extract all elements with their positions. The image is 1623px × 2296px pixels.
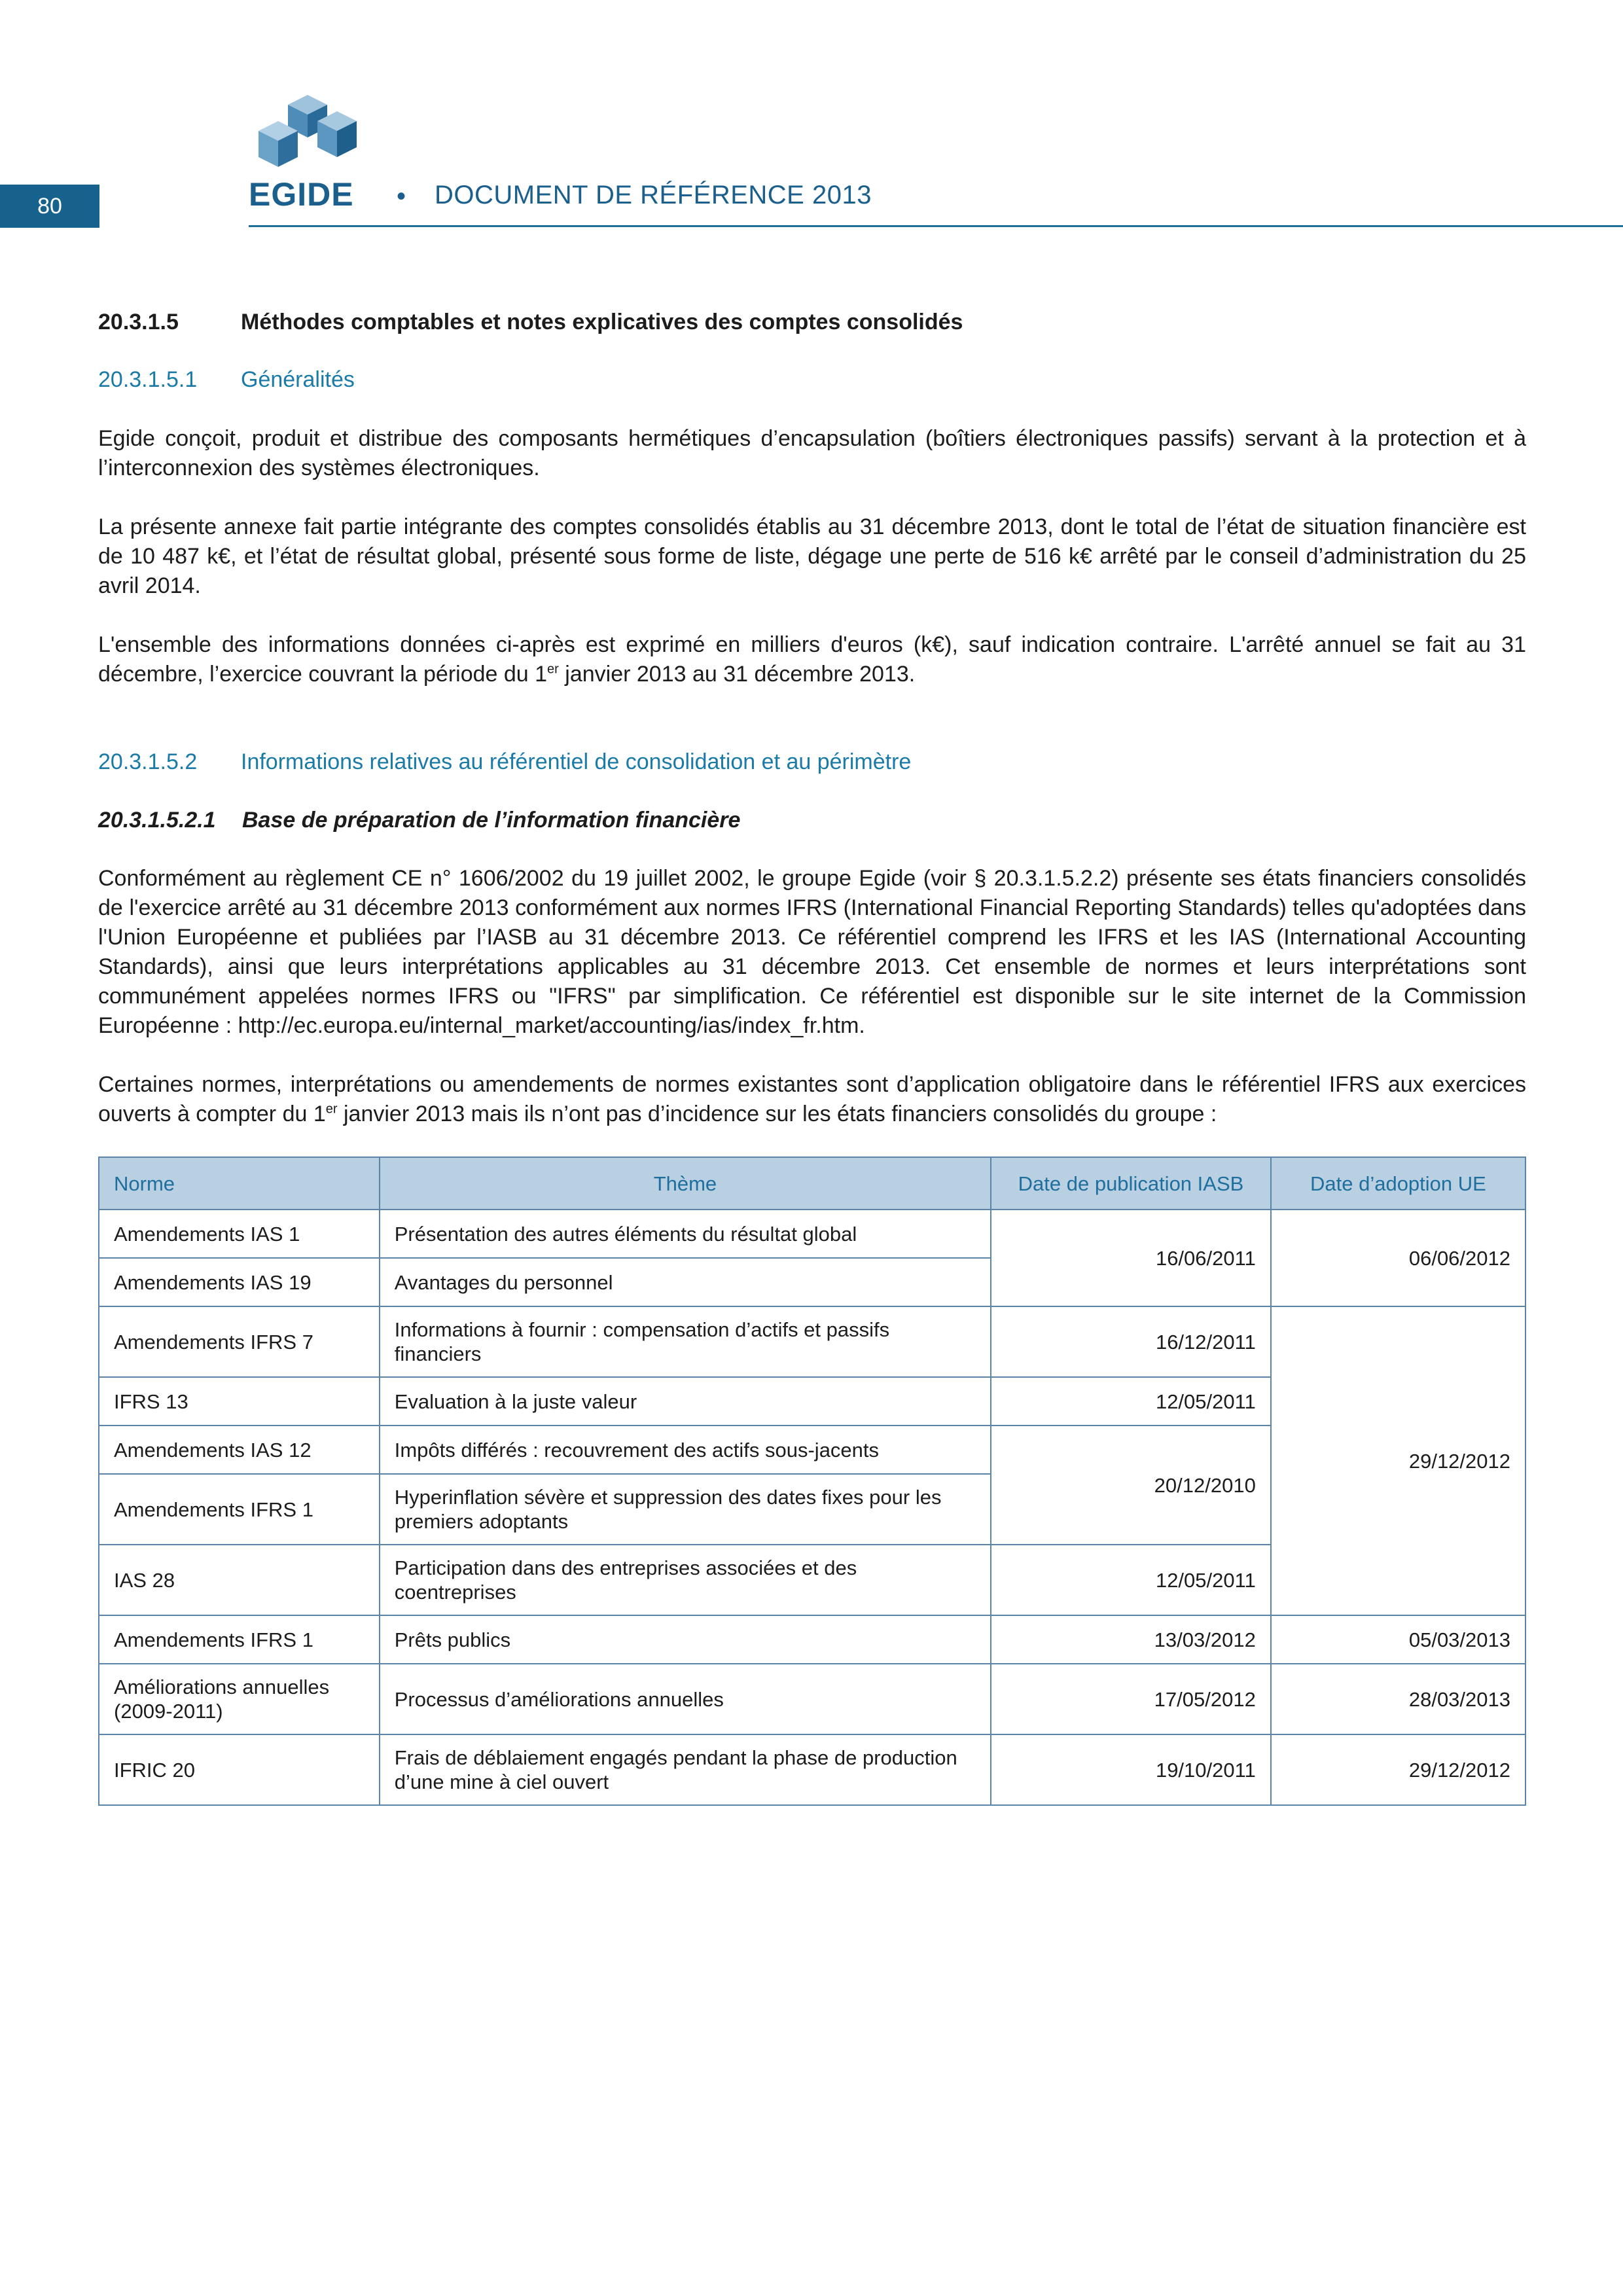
cell-theme: Frais de déblaiement engagés pendant la phase de production d’une mine à ciel ouvert — [380, 1734, 991, 1805]
superscript-er: er — [547, 662, 559, 677]
paragraph-new-standards-text: Certaines normes, interprétations ou amendements de normes existantes sont d’application obligatoire dans le référentiel IFRS aux exercices ouverts à compter du 1 — [98, 1072, 1526, 1126]
superscript-er: er — [325, 1102, 338, 1117]
subsection-title: Généralités — [241, 367, 355, 392]
cell-theme: Hyperinflation sévère et suppression des dates fixes pour les premiers adoptants — [380, 1474, 991, 1545]
cell-norme: Amendements IAS 19 — [99, 1258, 380, 1306]
paragraph-annex: La présente annexe fait partie intégrante des comptes consolidés établis au 31 décembre 2013, dont le total de l’état de situation financière est de 10 487 k€, et l’état de résultat global, présenté sous forme de liste, dégage une perte de 516 k€ arrêté par le conseil d’administration du 25 avril 2014. — [98, 514, 1526, 598]
cell-norme: Amendements IAS 12 — [99, 1426, 380, 1474]
cell-theme: Avantages du personnel — [380, 1258, 991, 1306]
cell-publication-date: 13/03/2012 — [991, 1615, 1271, 1664]
cell-adoption-date: 06/06/2012 — [1271, 1210, 1525, 1306]
cell-publication-date: 16/12/2011 — [991, 1306, 1271, 1377]
subsubsection-title: Base de préparation de l’information financière — [242, 808, 741, 833]
column-header-publication-date: Date de publication IASB — [991, 1157, 1271, 1210]
paragraph-units-text: L'ensemble des informations données ci-après est exprimé en milliers d'euros (k€), sauf indication contraire. L'arrêté annuel se fait au 31 décembre, l’exercice couvrant la période du 1 — [98, 632, 1526, 687]
cell-publication-date: 17/05/2012 — [991, 1664, 1271, 1734]
paragraph-new-standards — [98, 1070, 1526, 1129]
table-row — [99, 1210, 1525, 1258]
table-header-row — [99, 1157, 1525, 1210]
table-row — [99, 1306, 1525, 1377]
subsection-heading-referentiel — [98, 747, 1526, 777]
column-header-norme: Norme — [99, 1157, 380, 1210]
document-title: DOCUMENT DE RÉFÉRENCE 2013 — [435, 181, 872, 209]
paragraph-units-text-end: janvier 2013 au 31 décembre 2013. — [558, 662, 916, 687]
cell-norme: IFRS 13 — [99, 1377, 380, 1426]
cell-publication-date: 20/12/2010 — [991, 1426, 1271, 1545]
cell-norme: Amendements IFRS 7 — [99, 1306, 380, 1377]
page-content — [98, 308, 1526, 1806]
header-bullet: • — [397, 182, 406, 211]
cell-norme: Améliorations annuelles (2009-2011) — [99, 1664, 380, 1734]
paragraph-activity: Egide conçoit, produit et distribue des composants hermétiques d’encapsulation (boîtiers électroniques passifs) servant à la protection et à l’interconnexion des systèmes électroniques. — [98, 426, 1526, 480]
table-row — [99, 1615, 1525, 1664]
cell-norme: IFRIC 20 — [99, 1734, 380, 1805]
cell-theme: Processus d’améliorations annuelles — [380, 1664, 991, 1734]
cell-theme: Impôts différés : recouvrement des actifs sous-jacents — [380, 1426, 991, 1474]
cell-adoption-date: 05/03/2013 — [1271, 1615, 1525, 1664]
column-header-theme: Thème — [380, 1157, 991, 1210]
cell-adoption-date: 29/12/2012 — [1271, 1306, 1525, 1615]
table-row — [99, 1664, 1525, 1734]
cell-theme: Prêts publics — [380, 1615, 991, 1664]
cell-adoption-date: 29/12/2012 — [1271, 1734, 1525, 1805]
paragraph-units — [98, 630, 1526, 689]
column-header-adoption-date: Date d’adoption UE — [1271, 1157, 1525, 1210]
cell-publication-date: 12/05/2011 — [991, 1377, 1271, 1426]
cell-theme: Evaluation à la juste valeur — [380, 1377, 991, 1426]
section-heading — [98, 308, 1526, 340]
egide-logo-cubes-icon — [249, 85, 366, 183]
paragraph-ifrs-basis: Conformément au règlement CE n° 1606/2002 du 19 juillet 2002, le groupe Egide (voir § 20.3.1.5.2.2) présente ses états financiers consolidés de l'exercice arrêté au 31 décembre 2013 conformément aux normes IFRS (International Financial Reporting Standards) telles qu'adoptées dans l'Union Européenne et publiées par l’IASB au 31 décembre 2013. Ce référentiel comprend les IFRS et les IAS (International Accounting Standards), ainsi que leurs interprétations applicables au 31 décembre 2013. Cet ensemble de normes et leurs interprétations sont communément appelées normes IFRS ou "IFRS" par simplification. Ce référentiel est disponible sur le site internet de la Commission Européenne : http://ec.europa.eu/internal_market/accounting/ias/index_fr.htm. — [98, 866, 1526, 1038]
page-number: 80 — [0, 185, 99, 228]
cell-norme: Amendements IFRS 1 — [99, 1474, 380, 1545]
section-title: Méthodes comptables et notes explicatives des comptes consolidés — [241, 310, 963, 334]
paragraph-new-standards-text-end: janvier 2013 mais ils n’ont pas d’incidence sur les états financiers consolidés du groupe : — [337, 1102, 1217, 1126]
subsection-title: Informations relatives au référentiel de consolidation et au périmètre — [241, 749, 912, 774]
standards-table — [98, 1157, 1526, 1806]
subsection-number: 20.3.1.5.2 — [98, 749, 198, 774]
logo-wordmark: EGIDE — [249, 176, 354, 213]
subsection-number: 20.3.1.5.1 — [98, 367, 198, 392]
subsubsection-number: 20.3.1.5.2.1 — [98, 808, 216, 833]
cell-publication-date: 19/10/2011 — [991, 1734, 1271, 1805]
cell-publication-date: 12/05/2011 — [991, 1545, 1271, 1615]
section-number: 20.3.1.5 — [98, 310, 179, 334]
cell-theme: Participation dans des entreprises associées et des coentreprises — [380, 1545, 991, 1615]
subsection-heading-generalites — [98, 365, 1526, 395]
cell-norme: IAS 28 — [99, 1545, 380, 1615]
subsubsection-heading-base — [98, 806, 1526, 835]
cell-theme: Informations à fournir : compensation d’actifs et passifs financiers — [380, 1306, 991, 1377]
cell-norme: Amendements IAS 1 — [99, 1210, 380, 1258]
cell-norme: Amendements IFRS 1 — [99, 1615, 380, 1664]
cell-publication-date: 16/06/2011 — [991, 1210, 1271, 1306]
table-row — [99, 1734, 1525, 1805]
header-divider — [249, 225, 1623, 227]
cell-theme: Présentation des autres éléments du résultat global — [380, 1210, 991, 1258]
cell-adoption-date: 28/03/2013 — [1271, 1664, 1525, 1734]
